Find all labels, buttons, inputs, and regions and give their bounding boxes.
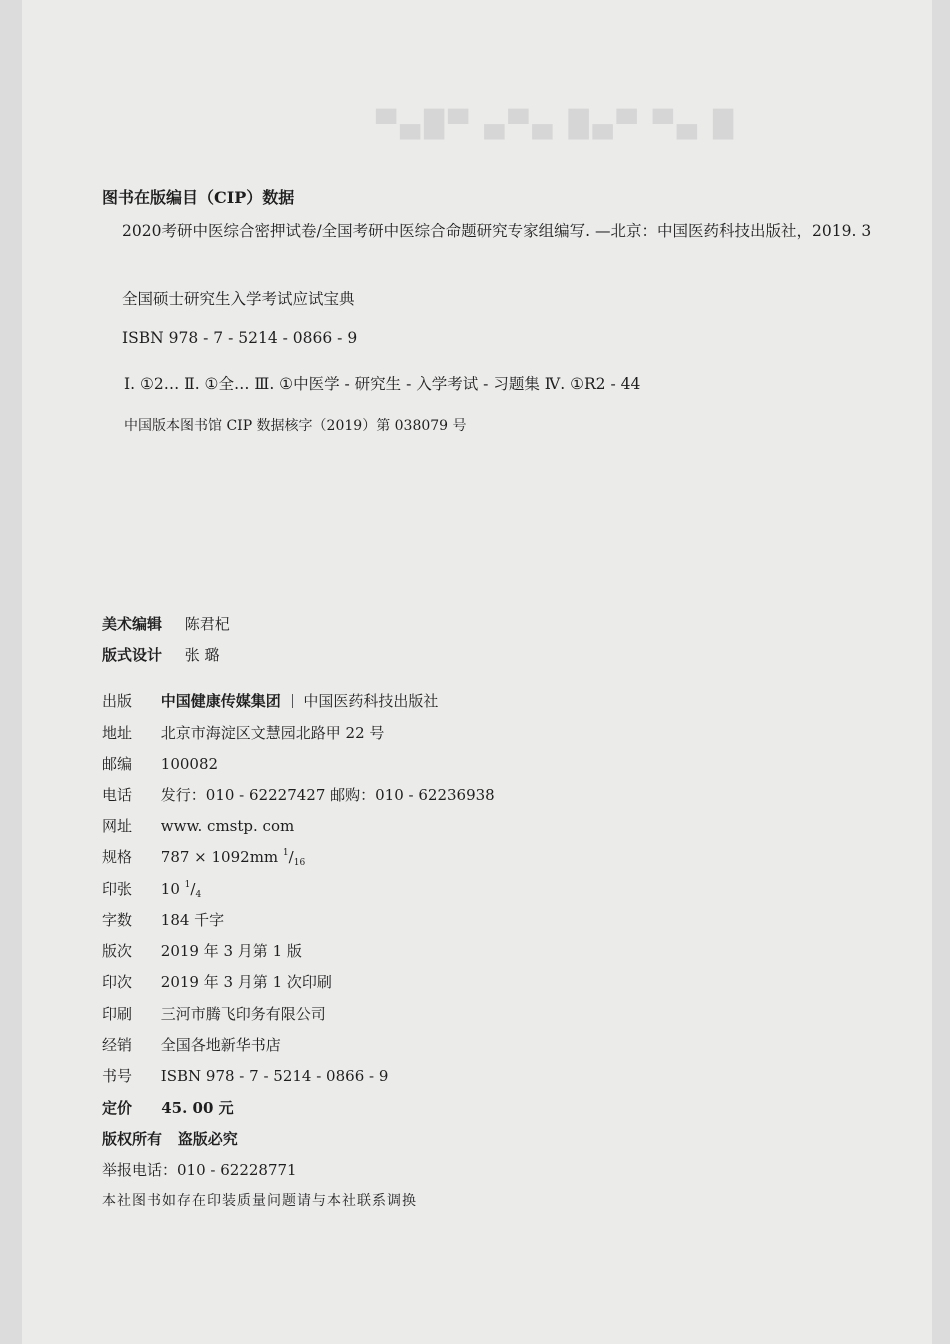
cip-record: 2020考研中医综合密押试卷/全国考研中医综合命题研究专家组编写. —北京：中国医药科技出版社，2019. 3 xyxy=(122,222,872,240)
website-row xyxy=(102,815,294,836)
piracy-warning: 盗版必究 xyxy=(177,1130,238,1148)
printer-label: 印刷 xyxy=(102,1005,133,1023)
cip-subjects: Ⅰ. ①2… Ⅱ. ①全… Ⅲ. ①中医学 - 研究生 - 入学考试 - 习题集 Ⅳ. ①R2 - 44 xyxy=(124,375,641,393)
format-fraction-denominator: 16 xyxy=(293,858,306,868)
format-row: 规格 787 × 1092mm $^1/_{16}$ xyxy=(102,848,306,868)
price-row xyxy=(102,1097,234,1118)
bleed-through-text: █ ▄▀ ▀▄█ ▄▀▄ ▀█▄▀ xyxy=(372,110,733,140)
cip-series: 全国硕士研究生入学考试应试宝典 xyxy=(122,290,355,308)
format-fraction-numerator: 1 xyxy=(282,848,289,858)
price-value: 45. 00 元 xyxy=(161,1099,234,1117)
book-number-row xyxy=(102,1065,388,1086)
printing-label: 印次 xyxy=(102,973,133,991)
cip-isbn: ISBN 978 - 7 - 5214 - 0866 - 9 xyxy=(122,329,358,347)
format-value: 787 × 1092mm xyxy=(160,848,279,866)
edition-label: 版次 xyxy=(102,942,133,960)
word-count-row xyxy=(102,909,224,930)
printer-row xyxy=(102,1003,326,1024)
layout-designer-value: 张 璐 xyxy=(184,646,220,664)
art-editor-value: 陈君杞 xyxy=(184,615,230,633)
word-count-label: 字数 xyxy=(102,911,133,929)
cip-check-number: 中国版本图书馆 CIP 数据核字（2019）第 038079 号 xyxy=(124,418,467,434)
copyright-page xyxy=(22,0,932,1344)
publisher-divider xyxy=(292,694,293,708)
layout-designer-label: 版式设计 xyxy=(102,646,163,664)
website-label: 网址 xyxy=(102,817,133,835)
book-number-value: ISBN 978 - 7 - 5214 - 0866 - 9 xyxy=(160,1067,389,1085)
edition-row xyxy=(102,940,302,961)
postcode-row xyxy=(102,753,218,774)
book-number-label: 书号 xyxy=(102,1067,133,1085)
address-label: 地址 xyxy=(102,724,133,742)
address-value: 北京市海淀区文慧园北路甲 22 号 xyxy=(160,724,385,742)
sheets-fraction-denominator: 4 xyxy=(195,890,202,900)
publisher-group: 中国健康传媒集团 xyxy=(160,692,281,710)
rights-row xyxy=(102,1128,238,1149)
phone-label: 电话 xyxy=(102,786,133,804)
sheets-fraction-numerator: 1 xyxy=(184,880,191,890)
hotline: 举报电话：010 - 62228771 xyxy=(102,1161,297,1179)
postcode-label: 邮编 xyxy=(102,755,133,773)
sheets-row: 印张 10 $^1/_4$ xyxy=(102,880,202,900)
cip-title: 图书在版编目（CIP）数据 xyxy=(102,188,295,207)
layout-designer-row xyxy=(102,644,220,665)
rights-reserved: 版权所有 xyxy=(102,1130,163,1148)
distributor-label: 经销 xyxy=(102,1036,133,1054)
publisher-label: 出版 xyxy=(102,692,133,710)
distributor-row xyxy=(102,1034,281,1055)
price-label: 定价 xyxy=(102,1099,133,1117)
word-count-value: 184 千字 xyxy=(160,911,225,929)
postcode-value: 100082 xyxy=(160,755,219,773)
publisher-row xyxy=(102,690,438,711)
phone-value: 发行：010 - 62227427 邮购：010 - 62236938 xyxy=(160,786,495,804)
sheets-value: 10 xyxy=(160,880,180,898)
distributor-value: 全国各地新华书店 xyxy=(160,1036,281,1054)
printing-value: 2019 年 3 月第 1 次印刷 xyxy=(160,973,332,991)
art-editor-label: 美术编辑 xyxy=(102,615,163,633)
website-value[interactable]: www. cmstp. com xyxy=(160,817,295,835)
art-editor-row xyxy=(102,613,230,634)
quality-notice: 本社图书如存在印装质量问题请与本社联系调换 xyxy=(102,1193,417,1209)
phone-row xyxy=(102,784,495,805)
publisher-house: 中国医药科技出版社 xyxy=(303,692,439,710)
printer-value: 三河市腾飞印务有限公司 xyxy=(160,1005,326,1023)
sheets-label: 印张 xyxy=(102,880,133,898)
format-label: 规格 xyxy=(102,848,133,866)
edition-value: 2019 年 3 月第 1 版 xyxy=(160,942,302,960)
address-row xyxy=(102,722,384,743)
printing-row xyxy=(102,971,332,992)
